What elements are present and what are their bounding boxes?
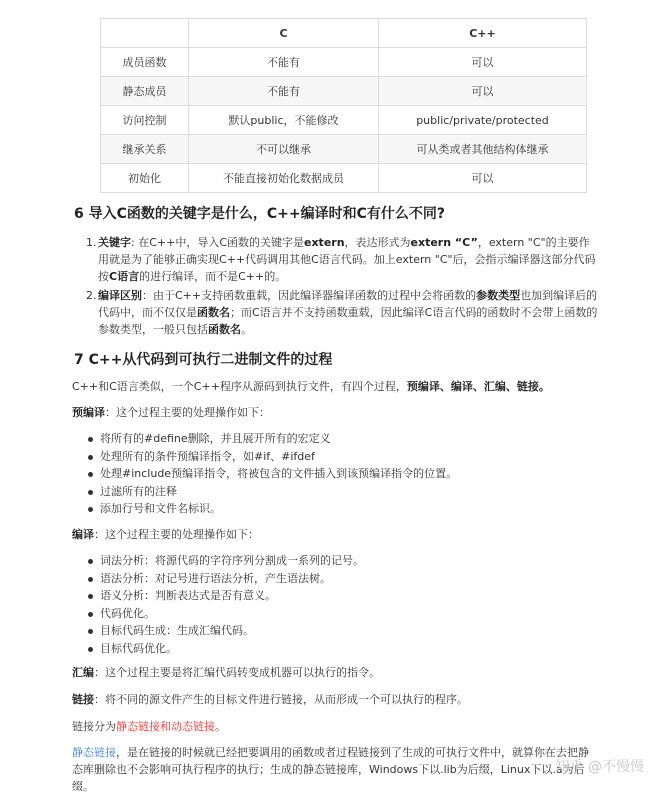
bold-term: extern: [304, 236, 345, 249]
list-number: 2.: [86, 289, 97, 302]
bullet-icon: [88, 507, 93, 512]
table-cell: 可以: [379, 48, 587, 77]
compile-paragraph: [72, 526, 592, 543]
watermark: 知乎 @不慢慢: [555, 759, 644, 775]
intro-paragraph: [72, 378, 592, 395]
table-row: [101, 106, 587, 135]
bullet-icon: [88, 612, 93, 617]
list-item: [86, 640, 364, 658]
term-label: 汇编: [72, 666, 94, 679]
text-run: ：这个过程主要是将汇编代码转变成机器可以执行的指令。: [94, 666, 380, 679]
list-item: [86, 605, 364, 623]
list-item-text: 词法分析：将源代码的字符序列分割成一系列的记号。: [100, 554, 364, 567]
bold-term: C语言: [109, 270, 140, 283]
text-run: : 在C++中，导入C函数的关键字是: [131, 236, 304, 249]
table-cell: 初始化: [101, 164, 189, 193]
table-header-cell: C: [189, 19, 379, 48]
text-run: ，是在链接的时候就已经把要调用的函数或者过程链接到了生成的可执行文件中，就算你在去把静态库删除也不会影响可执行程序的执行；生成的静态链接库，Windows下以.lib为后缀，Linux下以.a为后缀。: [72, 746, 589, 793]
list-item: [86, 483, 457, 501]
list-item: [86, 465, 457, 483]
list-item-text: 将所有的#define删除，并且展开所有的宏定义: [100, 432, 331, 445]
link-paragraph: [72, 691, 592, 708]
list-item-text: 目标代码优化。: [100, 641, 177, 655]
bullet-icon: [88, 472, 93, 477]
table-cell: 不可以继承: [189, 135, 379, 164]
table-cell: 不能直接初始化数据成员: [189, 164, 379, 193]
table-cell: 可以: [379, 77, 587, 106]
list-item-text: 处理所有的条件预编译指令，如#if、#ifdef: [100, 449, 315, 463]
table-cell: 可从类或者其他结构体继承: [379, 135, 587, 164]
table-cell: 访问控制: [101, 106, 189, 135]
list-item: [86, 287, 598, 338]
list-item-text: 语义分析：判断表达式是否有意义。: [100, 589, 276, 602]
compile-list: [86, 552, 364, 657]
section-6-list: [86, 234, 598, 340]
list-item: [86, 622, 364, 640]
bullet-icon: [88, 629, 93, 634]
bullet-icon: [88, 577, 93, 582]
highlight-text: 静态链接和动态链接: [116, 720, 215, 733]
static-link-paragraph: [72, 744, 592, 795]
list-item: [86, 500, 457, 518]
table-cell: 不能有: [189, 77, 379, 106]
text-run: 也加到编译后的代码中，而不仅仅是: [98, 289, 598, 319]
assemble-paragraph: [72, 664, 592, 681]
list-item-text: 过滤所有的注释: [100, 484, 177, 498]
text-run: ；而C语言并不支持函数重载，因此编译C语言代码的函数时不会带上函数的参数类型，一般只包括: [98, 306, 598, 336]
text-run: ，表达形式为: [344, 236, 411, 249]
table-row: [101, 135, 587, 164]
bold-term: 函数名: [208, 323, 241, 336]
list-item: [86, 570, 364, 588]
list-item: [86, 430, 457, 448]
section-7-heading: 7 C++从代码到可执行二进制文件的过程: [74, 352, 333, 368]
text-run: C++和C语言类似，一个C++程序从源码到执行文件，有四个过程，: [72, 380, 407, 393]
term-label: 链接: [72, 693, 94, 706]
term-label: 关键字: [98, 236, 131, 249]
text-run: ，extern "C"的主要作用就是为了能够正确实现C++代码调用其他C语言代码。加上extern "C"后，会指示编译器这部分代码按: [98, 236, 596, 283]
list-item: [86, 587, 364, 605]
precompile-paragraph: [72, 404, 592, 421]
list-item-text: 处理#include预编译指令，将被包含的文件插入到该预编译指令的位置。: [100, 467, 458, 480]
table-row: [101, 48, 587, 77]
list-item-text: 语法分析：对记号进行语法分析，产生语法树。: [100, 571, 331, 585]
table-row: [101, 77, 587, 106]
text-run: ：这个过程主要的处理操作如下：: [105, 406, 270, 419]
term-label: 编译区别: [98, 289, 142, 302]
table-cell: 可以: [379, 164, 587, 193]
precompile-list: [86, 430, 457, 518]
table-cell: 继承关系: [101, 135, 189, 164]
table-header-cell: C++: [379, 19, 587, 48]
bold-term: 预编译、编译、汇编、链接。: [406, 380, 550, 393]
text-run: 的进行编译，而不是C++的。: [139, 270, 287, 283]
list-item: [86, 448, 457, 466]
bullet-icon: [88, 490, 93, 495]
table-header-row: [101, 19, 587, 48]
table-cell: 不能有: [189, 48, 379, 77]
list-item: [86, 234, 598, 285]
list-item-text: 目标代码生成：生成汇编代码。: [100, 624, 254, 637]
text-run: ：由于C++支持函数重载，因此编译器编译函数的过程中会将函数的: [142, 289, 477, 302]
term-label: 编译: [72, 528, 94, 541]
table-cell: 默认public，不能修改: [189, 106, 379, 135]
list-item-text: 添加行号和文件名标识。: [100, 502, 221, 515]
list-item: [86, 552, 364, 570]
term-label: 预编译: [72, 406, 105, 419]
text-run: 。: [241, 323, 252, 336]
text-run: ：将不同的源文件产生的目标文件进行链接，从而形成一个可以执行的程序。: [94, 693, 468, 706]
text-run: ：这个过程主要的处理操作如下：: [94, 528, 259, 541]
table-row: [101, 164, 587, 193]
table-cell: 静态成员: [101, 77, 189, 106]
list-item-text: 代码优化。: [100, 606, 155, 620]
comparison-table: [100, 18, 587, 193]
bullet-icon: [88, 647, 93, 652]
table-header-cell: [101, 19, 189, 48]
section-6-heading: 6 导入C函数的关键字是什么，C++编译时和C有什么不同?: [74, 206, 446, 222]
text-run: 。: [215, 720, 226, 733]
link-types-paragraph: [72, 718, 592, 735]
bullet-icon: [88, 594, 93, 599]
bold-term: extern “C”: [410, 236, 478, 249]
bold-term: 参数类型: [476, 289, 521, 302]
table-cell: 成员函数: [101, 48, 189, 77]
table-cell: public/private/protected: [379, 106, 587, 135]
list-number: 1.: [86, 236, 97, 249]
text-run: 链接分为: [72, 720, 116, 733]
bullet-icon: [88, 559, 93, 564]
bullet-icon: [88, 455, 93, 460]
bullet-icon: [88, 437, 93, 442]
bold-term: 函数名: [197, 306, 230, 319]
highlight-term: 静态链接: [72, 746, 116, 759]
